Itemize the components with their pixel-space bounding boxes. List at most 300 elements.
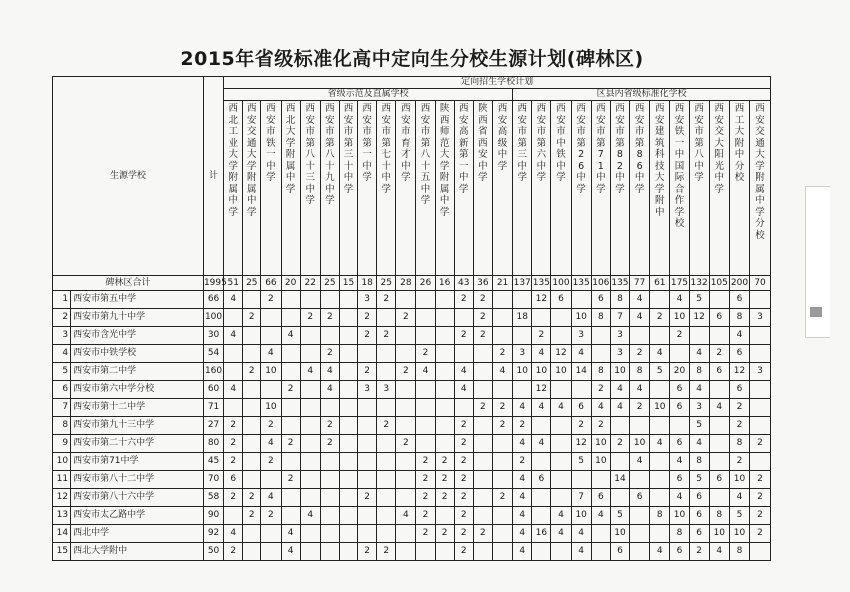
total-cell: 22 xyxy=(300,276,320,291)
table-cell xyxy=(320,507,339,525)
table-cell xyxy=(339,453,357,471)
table-cell xyxy=(243,345,261,363)
school-name: 西安市中铁中学 xyxy=(556,103,566,183)
table-cell: 4 xyxy=(513,489,532,507)
table-cell: 6 xyxy=(670,435,689,453)
table-cell: 8 xyxy=(610,291,629,309)
table-cell xyxy=(473,435,492,453)
table-cell: 2 xyxy=(454,291,473,309)
table-cell xyxy=(473,381,492,399)
total-cell: 51 xyxy=(224,276,243,291)
school-column-header xyxy=(689,101,709,276)
school-name: 陕西师范大学附属中学 xyxy=(439,103,450,218)
table-cell xyxy=(709,453,729,471)
table-cell xyxy=(261,471,281,489)
table-cell xyxy=(339,309,357,327)
school-column-header xyxy=(750,101,771,276)
table-cell: 4 xyxy=(281,525,300,543)
table-cell xyxy=(243,327,261,345)
row-number: 9 xyxy=(53,435,71,453)
row-number: 1 xyxy=(53,291,71,309)
school-name: 西安市第一中学 xyxy=(362,103,372,183)
table-cell: 2 xyxy=(281,435,300,453)
table-cell xyxy=(650,471,670,489)
table-cell: 6 xyxy=(689,525,709,543)
table-cell xyxy=(320,399,339,417)
table-cell: 2 xyxy=(300,309,320,327)
total-cell: 106 xyxy=(591,276,610,291)
school-column-header xyxy=(650,101,670,276)
table-cell: 2 xyxy=(261,453,281,471)
table-cell xyxy=(224,507,243,525)
table-cell xyxy=(750,327,771,345)
table-cell: 2 xyxy=(358,327,377,345)
school-column-header xyxy=(630,101,650,276)
table-cell: 12 xyxy=(532,381,551,399)
total-cell: 135 xyxy=(610,276,629,291)
table-cell: 6 xyxy=(591,291,610,309)
table-cell: 4 xyxy=(630,453,650,471)
table-cell xyxy=(416,327,435,345)
row-total: 160 xyxy=(203,363,223,381)
table-cell: 2 xyxy=(454,525,473,543)
table-cell xyxy=(281,363,300,381)
table-cell xyxy=(281,417,300,435)
table-cell xyxy=(339,291,357,309)
table-cell xyxy=(377,507,396,525)
table-cell: 2 xyxy=(454,327,473,345)
table-cell xyxy=(513,291,532,309)
table-cell: 10 xyxy=(670,309,689,327)
table-cell xyxy=(630,327,650,345)
table-cell: 3 xyxy=(358,381,377,399)
table-cell: 2 xyxy=(377,327,396,345)
table-cell: 4 xyxy=(650,543,670,561)
table-cell xyxy=(650,291,670,309)
table-row xyxy=(53,381,771,399)
table-cell xyxy=(300,345,320,363)
table-cell: 4 xyxy=(670,489,689,507)
source-school-header: 生源学校 xyxy=(53,77,204,276)
table-cell: 4 xyxy=(689,381,709,399)
table-cell xyxy=(243,291,261,309)
table-cell xyxy=(551,543,571,561)
row-number: 11 xyxy=(53,471,71,489)
table-cell: 4 xyxy=(492,363,512,381)
allocation-table xyxy=(52,76,771,561)
table-cell: 6 xyxy=(689,507,709,525)
table-cell: 10 xyxy=(591,453,610,471)
table-cell xyxy=(243,435,261,453)
table-cell: 2 xyxy=(729,417,749,435)
table-cell: 4 xyxy=(300,363,320,381)
table-cell: 2 xyxy=(454,453,473,471)
table-cell xyxy=(243,399,261,417)
school-column-header xyxy=(396,101,416,276)
table-cell: 4 xyxy=(689,345,709,363)
table-cell xyxy=(243,417,261,435)
group2-header: 区县内省级标准化学校 xyxy=(513,89,771,101)
table-cell: 2 xyxy=(473,525,492,543)
table-cell: 12 xyxy=(532,291,551,309)
table-cell xyxy=(300,471,320,489)
table-cell xyxy=(670,417,689,435)
table-cell xyxy=(709,327,729,345)
table-cell: 2 xyxy=(610,435,629,453)
table-cell xyxy=(358,399,377,417)
row-total: 60 xyxy=(203,381,223,399)
table-cell: 2 xyxy=(261,291,281,309)
table-cell xyxy=(513,327,532,345)
table-cell xyxy=(750,543,771,561)
table-cell xyxy=(396,399,416,417)
row-total: 45 xyxy=(203,453,223,471)
table-cell xyxy=(709,417,729,435)
table-cell: 12 xyxy=(729,363,749,381)
total-row-label: 碑林区合计 xyxy=(53,276,204,291)
table-cell xyxy=(435,507,454,525)
table-cell xyxy=(473,543,492,561)
table-cell: 2 xyxy=(358,309,377,327)
total-cell: 15 xyxy=(339,276,357,291)
table-cell xyxy=(358,507,377,525)
table-cell: 2 xyxy=(435,489,454,507)
table-row xyxy=(53,417,771,435)
total-cell: 135 xyxy=(571,276,591,291)
table-cell xyxy=(396,345,416,363)
row-total: 54 xyxy=(203,345,223,363)
total-header: 计 xyxy=(203,77,223,276)
table-cell: 2 xyxy=(473,291,492,309)
row-school-name: 西安市第二中学 xyxy=(71,363,204,381)
table-cell xyxy=(650,525,670,543)
table-cell: 4 xyxy=(630,309,650,327)
table-cell xyxy=(630,525,650,543)
table-cell: 6 xyxy=(610,543,629,561)
table-cell: 2 xyxy=(243,309,261,327)
table-cell xyxy=(396,471,416,489)
total-cell: 25 xyxy=(377,276,396,291)
table-cell xyxy=(377,345,396,363)
table-cell xyxy=(377,453,396,471)
table-cell xyxy=(591,327,610,345)
table-cell xyxy=(551,309,571,327)
table-cell xyxy=(492,291,512,309)
table-cell xyxy=(339,435,357,453)
table-cell xyxy=(650,381,670,399)
row-school-name: 西北大学附中 xyxy=(71,543,204,561)
table-cell: 2 xyxy=(435,453,454,471)
table-cell: 7 xyxy=(610,309,629,327)
table-cell xyxy=(300,543,320,561)
plan-group-header: 定向招生学校计划 xyxy=(224,77,771,89)
table-cell xyxy=(416,435,435,453)
table-cell: 6 xyxy=(571,399,591,417)
table-cell xyxy=(281,507,300,525)
table-cell: 2 xyxy=(454,435,473,453)
school-column-header xyxy=(339,101,357,276)
table-cell xyxy=(610,489,629,507)
table-cell: 2 xyxy=(435,471,454,489)
table-cell: 2 xyxy=(320,345,339,363)
row-total: 27 xyxy=(203,417,223,435)
table-cell xyxy=(532,507,551,525)
table-cell: 3 xyxy=(750,363,771,381)
school-column-header xyxy=(492,101,512,276)
table-cell: 4 xyxy=(224,291,243,309)
table-cell: 3 xyxy=(377,381,396,399)
table-cell: 2 xyxy=(224,543,243,561)
row-number: 13 xyxy=(53,507,71,525)
table-cell: 10 xyxy=(650,399,670,417)
table-cell xyxy=(320,291,339,309)
row-school-name: 西安市第五中学 xyxy=(71,291,204,309)
table-cell xyxy=(300,399,320,417)
table-cell: 4 xyxy=(709,543,729,561)
school-name: 西安市第三中学 xyxy=(517,103,527,183)
table-cell: 2 xyxy=(729,453,749,471)
table-cell: 4 xyxy=(591,399,610,417)
table-cell: 2 xyxy=(377,543,396,561)
table-cell: 2 xyxy=(532,327,551,345)
school-column-header xyxy=(532,101,551,276)
table-cell: 8 xyxy=(650,507,670,525)
table-cell xyxy=(300,327,320,345)
table-cell xyxy=(610,453,629,471)
row-total: 58 xyxy=(203,489,223,507)
table-cell xyxy=(630,471,650,489)
school-column-header xyxy=(281,101,300,276)
row-school-name: 西安市第六中学分校 xyxy=(71,381,204,399)
table-cell xyxy=(261,327,281,345)
total-cell: 25 xyxy=(320,276,339,291)
table-cell xyxy=(396,381,416,399)
table-cell xyxy=(396,525,416,543)
table-cell: 8 xyxy=(729,435,749,453)
table-cell: 7 xyxy=(571,489,591,507)
table-cell: 8 xyxy=(591,363,610,381)
table-cell xyxy=(339,363,357,381)
table-row xyxy=(53,327,771,345)
table-row xyxy=(53,489,771,507)
row-number: 6 xyxy=(53,381,71,399)
total-cell: 105 xyxy=(709,276,729,291)
school-column-header xyxy=(729,101,749,276)
table-cell: 2 xyxy=(377,417,396,435)
table-cell xyxy=(492,471,512,489)
table-cell: 4 xyxy=(261,489,281,507)
table-cell: 10 xyxy=(513,363,532,381)
table-cell: 4 xyxy=(300,507,320,525)
table-cell: 8 xyxy=(670,525,689,543)
table-cell: 4 xyxy=(224,525,243,543)
table-cell xyxy=(377,309,396,327)
table-cell xyxy=(492,543,512,561)
school-name: 西安交通大学附属中学分校 xyxy=(755,103,765,241)
table-cell xyxy=(261,543,281,561)
table-cell xyxy=(473,507,492,525)
table-cell xyxy=(630,543,650,561)
row-school-name: 西安市第八十六中学 xyxy=(71,489,204,507)
table-cell: 2 xyxy=(416,345,435,363)
row-total: 70 xyxy=(203,471,223,489)
table-cell xyxy=(224,399,243,417)
table-cell xyxy=(689,327,709,345)
table-cell xyxy=(377,435,396,453)
school-name: 陕西省西安中学 xyxy=(478,103,488,183)
table-cell: 2 xyxy=(650,309,670,327)
table-cell xyxy=(551,453,571,471)
table-cell xyxy=(358,525,377,543)
table-cell: 12 xyxy=(571,435,591,453)
table-cell: 2 xyxy=(358,543,377,561)
table-cell xyxy=(630,417,650,435)
school-column-header xyxy=(243,101,261,276)
table-cell xyxy=(492,453,512,471)
table-cell: 3 xyxy=(750,309,771,327)
total-cell: 26 xyxy=(416,276,435,291)
table-cell: 2 xyxy=(591,417,610,435)
table-cell xyxy=(532,453,551,471)
table-cell: 10 xyxy=(571,507,591,525)
table-cell: 6 xyxy=(630,489,650,507)
table-cell: 4 xyxy=(320,363,339,381)
table-cell: 2 xyxy=(513,453,532,471)
table-cell: 5 xyxy=(729,507,749,525)
school-name: 西安高新第一中学 xyxy=(459,103,469,195)
header-row-plan xyxy=(53,77,771,89)
table-cell: 3 xyxy=(610,327,629,345)
table-cell xyxy=(339,471,357,489)
table-cell xyxy=(261,525,281,543)
total-cell: 18 xyxy=(358,276,377,291)
table-cell xyxy=(551,417,571,435)
table-cell: 2 xyxy=(416,507,435,525)
total-row xyxy=(53,276,771,291)
table-cell: 2 xyxy=(416,471,435,489)
table-cell xyxy=(650,453,670,471)
table-cell xyxy=(473,345,492,363)
table-cell: 6 xyxy=(709,309,729,327)
table-cell: 4 xyxy=(591,507,610,525)
school-column-header xyxy=(300,101,320,276)
table-cell xyxy=(320,489,339,507)
table-cell: 4 xyxy=(320,381,339,399)
table-cell xyxy=(709,291,729,309)
school-name: 西安市第七十中学 xyxy=(381,103,391,195)
school-column-header xyxy=(610,101,629,276)
table-cell xyxy=(551,489,571,507)
table-cell: 6 xyxy=(729,381,749,399)
table-cell: 6 xyxy=(689,489,709,507)
table-cell: 2 xyxy=(435,525,454,543)
row-total: 66 xyxy=(203,291,223,309)
table-cell xyxy=(300,435,320,453)
row-school-name: 西安市中铁学校 xyxy=(71,345,204,363)
table-cell xyxy=(339,345,357,363)
table-cell: 10 xyxy=(729,525,749,543)
row-number: 7 xyxy=(53,399,71,417)
row-school-name: 西安市含光中学 xyxy=(71,327,204,345)
row-total: 71 xyxy=(203,399,223,417)
table-cell: 4 xyxy=(630,381,650,399)
school-name: 西安市第八十三中学 xyxy=(305,103,315,206)
table-cell xyxy=(709,489,729,507)
total-cell: 137 xyxy=(513,276,532,291)
table-cell: 2 xyxy=(729,399,749,417)
table-cell: 10 xyxy=(261,399,281,417)
table-cell xyxy=(435,381,454,399)
document-title: 2015年省级标准化高中定向生分校生源计划(碑林区) xyxy=(180,48,644,70)
table-cell: 6 xyxy=(551,291,571,309)
table-cell: 2 xyxy=(750,525,771,543)
table-cell: 10 xyxy=(630,435,650,453)
table-cell xyxy=(750,453,771,471)
school-column-header xyxy=(513,101,532,276)
school-name: 西安建筑科技大学附中 xyxy=(655,103,665,218)
table-cell xyxy=(281,345,300,363)
table-cell: 10 xyxy=(591,435,610,453)
table-row xyxy=(53,435,771,453)
table-cell: 6 xyxy=(729,291,749,309)
table-cell xyxy=(416,417,435,435)
table-cell: 6 xyxy=(670,471,689,489)
table-cell xyxy=(532,309,551,327)
table-cell xyxy=(670,345,689,363)
table-cell: 10 xyxy=(610,525,629,543)
table-cell: 8 xyxy=(729,543,749,561)
table-cell: 10 xyxy=(532,363,551,381)
table-cell xyxy=(650,417,670,435)
table-cell xyxy=(551,327,571,345)
table-cell xyxy=(243,543,261,561)
table-cell xyxy=(300,525,320,543)
school-name: 西安市第86中学 xyxy=(634,103,645,195)
table-cell: 2 xyxy=(513,417,532,435)
table-cell: 4 xyxy=(224,381,243,399)
table-cell: 2 xyxy=(492,489,512,507)
total-cell: 25 xyxy=(243,276,261,291)
table-cell: 6 xyxy=(591,489,610,507)
table-cell xyxy=(591,471,610,489)
table-cell: 6 xyxy=(709,363,729,381)
total-cell: 21 xyxy=(492,276,512,291)
table-cell xyxy=(454,345,473,363)
table-cell: 2 xyxy=(571,417,591,435)
table-cell: 4 xyxy=(513,543,532,561)
table-cell xyxy=(709,381,729,399)
school-name: 西安市第26中学 xyxy=(576,103,586,195)
table-cell: 2 xyxy=(416,525,435,543)
table-cell xyxy=(377,525,396,543)
table-cell xyxy=(339,507,357,525)
table-cell xyxy=(300,489,320,507)
row-school-name: 西安市第八十二中学 xyxy=(71,471,204,489)
table-cell xyxy=(300,291,320,309)
table-cell xyxy=(709,435,729,453)
table-cell: 2 xyxy=(396,309,416,327)
table-cell: 4 xyxy=(261,345,281,363)
table-cell xyxy=(454,309,473,327)
table-cell: 4 xyxy=(650,435,670,453)
school-column-header xyxy=(377,101,396,276)
row-total: 80 xyxy=(203,435,223,453)
table-cell xyxy=(396,327,416,345)
table-cell xyxy=(750,291,771,309)
table-cell xyxy=(532,543,551,561)
table-cell: 4 xyxy=(513,399,532,417)
table-cell: 6 xyxy=(532,471,551,489)
